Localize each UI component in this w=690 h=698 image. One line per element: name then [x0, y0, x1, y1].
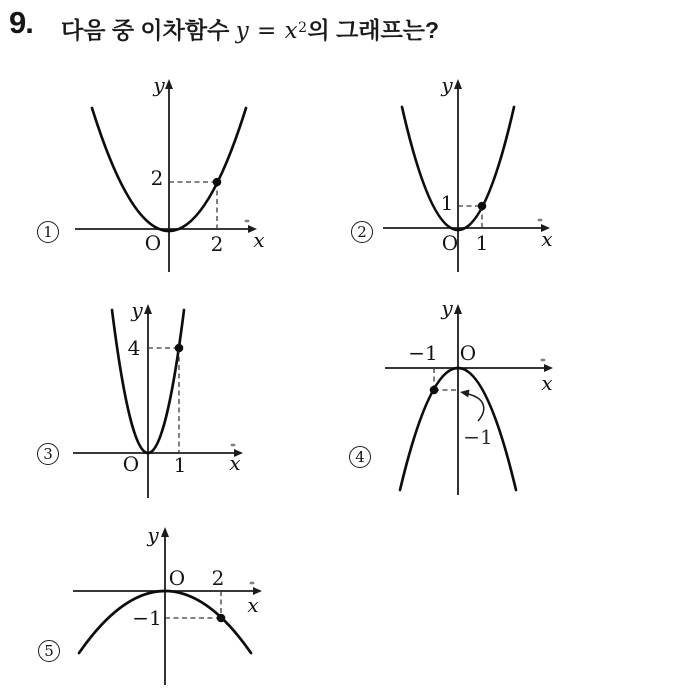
point-annotation-label: −1	[463, 425, 493, 449]
x-axis-arrow-smudge	[540, 359, 545, 362]
y-tick-label: 4	[127, 336, 141, 360]
marked-point	[217, 614, 226, 623]
marked-point	[430, 386, 439, 395]
option-marker-1	[37, 221, 59, 243]
y-tick-label: 2	[150, 166, 164, 190]
marked-point	[213, 178, 222, 187]
option-marker-3-digit: 3	[43, 445, 53, 463]
y-tick-label: 1	[440, 191, 454, 215]
graph-option-1	[35, 75, 280, 280]
x-axis-label: x	[541, 371, 553, 395]
option-marker-4	[349, 446, 371, 468]
x-tick-label: 2	[210, 232, 224, 256]
graph-option-2	[350, 75, 580, 280]
y-axis-arrow-icon	[454, 304, 462, 314]
x-axis-label: x	[253, 228, 265, 252]
annotation-arrow	[468, 394, 484, 421]
x-axis-arrow-smudge	[537, 219, 542, 222]
question-number: 9.	[9, 5, 33, 40]
option-marker-5	[38, 640, 60, 662]
y-axis-arrow-icon	[161, 527, 169, 537]
y-axis-label: y	[441, 296, 453, 320]
marked-point	[175, 344, 184, 353]
y-axis-arrow-icon	[165, 79, 173, 89]
graph-option-4	[350, 295, 580, 500]
x-tick-label: 1	[173, 453, 187, 477]
option-marker-2-digit: 2	[357, 223, 367, 241]
question-text-suffix: 의 그래프는?	[307, 17, 440, 43]
y-axis-label: y	[441, 75, 453, 97]
marked-point	[478, 202, 487, 211]
y-axis-label: y	[131, 298, 143, 322]
option-marker-4-digit: 4	[355, 448, 365, 466]
x-axis-arrow-smudge	[230, 444, 235, 447]
y-axis-arrow-icon	[454, 79, 462, 89]
x-axis-arrow-smudge	[249, 582, 254, 585]
option-marker-1-digit: 1	[43, 223, 53, 241]
graph-option-3	[35, 295, 280, 505]
question-text-prefix: 다음 중 이차함수	[61, 17, 236, 43]
question-text	[61, 12, 681, 45]
y-axis-label: y	[153, 75, 165, 97]
origin-label: O	[459, 341, 477, 365]
x-axis-label: x	[541, 227, 553, 251]
x-axis-label: x	[247, 593, 259, 617]
math-base: y = x	[235, 18, 299, 44]
graph-option-5	[35, 520, 280, 698]
y-tick-label: −1	[132, 606, 162, 630]
origin-label: O	[441, 231, 459, 255]
option-marker-2	[351, 221, 373, 243]
x-tick-label: −1	[408, 341, 438, 365]
origin-label: O	[168, 566, 186, 590]
x-axis-label: x	[229, 451, 241, 475]
y-axis-arrow-icon	[144, 304, 152, 314]
annotation-arrowhead-icon	[460, 390, 470, 398]
origin-label: O	[122, 452, 140, 476]
origin-label: O	[144, 231, 162, 255]
option-marker-3	[37, 443, 59, 465]
option-marker-5-digit: 5	[44, 642, 54, 660]
x-axis-arrow-smudge	[244, 220, 249, 223]
x-tick-label: 1	[475, 231, 489, 255]
x-tick-label: 2	[211, 566, 225, 590]
math-expression	[236, 18, 308, 44]
math-exponent: 2	[298, 20, 308, 36]
y-axis-label: y	[147, 523, 159, 547]
